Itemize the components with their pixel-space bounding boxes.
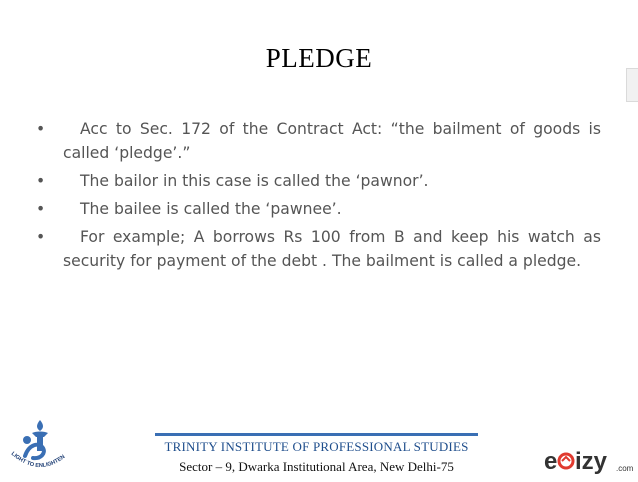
svg-text:.com: .com — [616, 464, 634, 473]
svg-text:e: e — [544, 448, 558, 475]
slide-side-tab — [626, 68, 638, 102]
footer-institute-name: TRINITY INSTITUTE OF PROFESSIONAL STUDIES — [164, 439, 469, 454]
bullet-text: Acc to Sec. 172 of the Contract Act: “the bailment of goods is called ‘pledge’.” — [63, 120, 601, 162]
list-item — [36, 169, 601, 193]
svg-text:izy: izy — [575, 448, 608, 475]
eazy-brand-logo-icon — [544, 447, 636, 477]
footer-divider — [155, 433, 478, 436]
bullet-marker: • — [36, 120, 46, 138]
bullet-marker: • — [36, 228, 46, 246]
footer-address: Sector – 9, Dwarka Institutional Area, New Delhi-75 — [179, 459, 454, 474]
trinity-torch-logo-icon — [3, 418, 73, 476]
bullet-marker: • — [36, 200, 46, 218]
bullet-list — [36, 117, 601, 277]
list-item — [36, 117, 601, 165]
bullet-text: The bailor in this case is called the ‘pawnor’. — [80, 172, 429, 190]
bullet-text: The bailee is called the ‘pawnee’. — [80, 200, 342, 218]
bullet-marker: • — [36, 172, 46, 190]
svg-text:LIGHT TO ENLIGHTEN: LIGHT TO ENLIGHTEN — [9, 451, 67, 470]
list-item — [36, 197, 601, 221]
bullet-text: For example; A borrows Rs 100 from B and keep his watch as security for payment of the debt . The bailment is called a pledge. — [63, 228, 601, 270]
slide-title: PLEDGE — [265, 43, 373, 73]
list-item — [36, 225, 601, 273]
